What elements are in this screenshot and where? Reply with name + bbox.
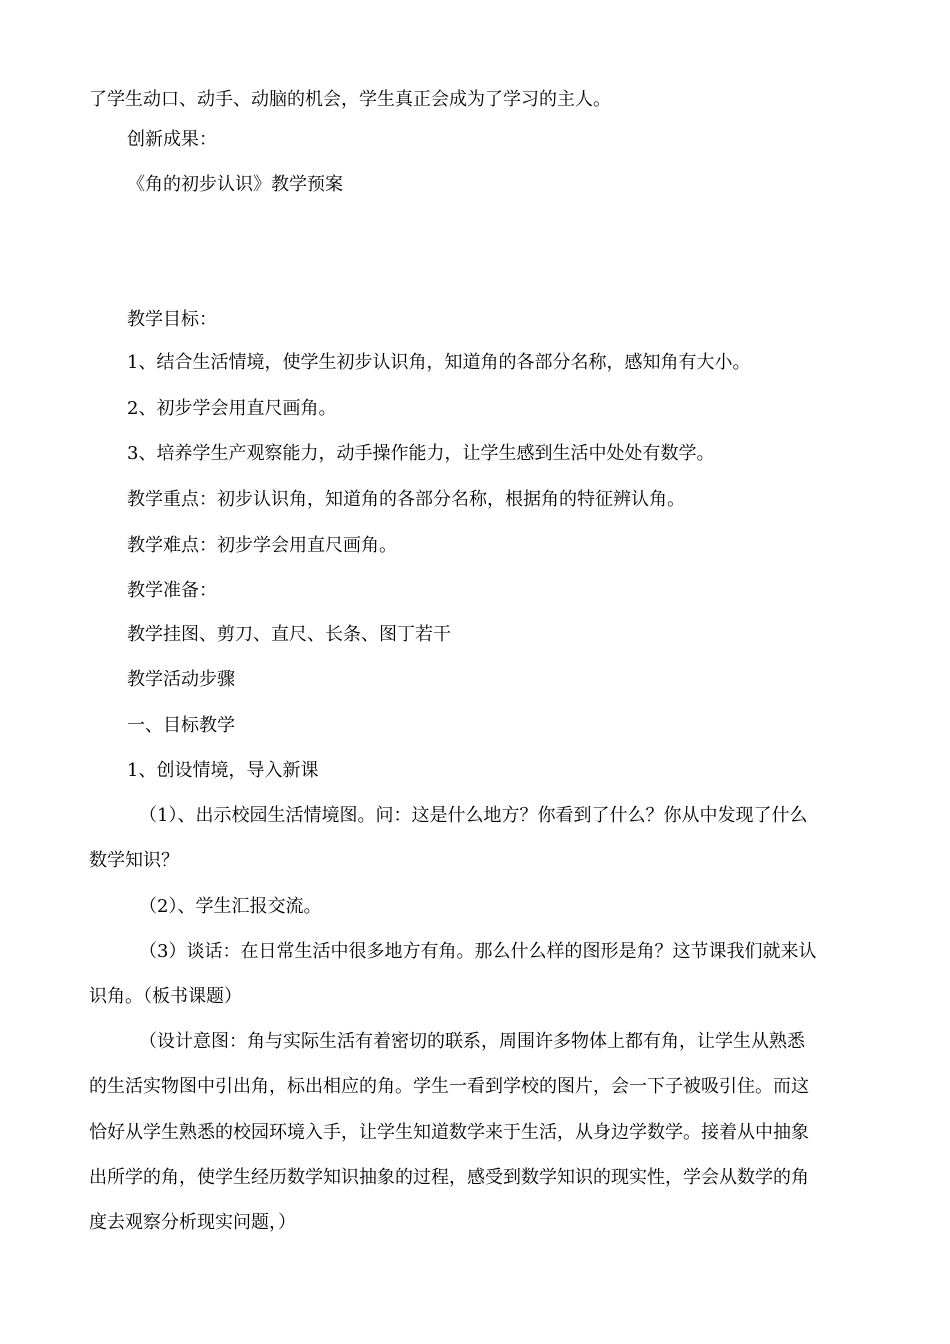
heading-activity-steps: 教学活动步骤	[127, 669, 235, 690]
preparation-list: 教学挂图、剪刀、直尺、长条、图丁若干	[127, 624, 451, 645]
paragraph-line: 恰好从学生熟悉的校园环境入手，让学生知道数学来于生活，从身边学数学。接着从中抽象	[89, 1122, 809, 1143]
paragraph-line: （3）谈话：在日常生活中很多地方有角。那么什么样的图形是角？这节课我们就来认	[139, 941, 817, 962]
key-point: 教学重点：初步认识角，知道角的各部分名称，根据角的特征辨认角。	[127, 489, 685, 510]
objective-item: 3、培养学生产观察能力，动手操作能力，让学生感到生活中处处有数学。	[127, 443, 715, 464]
heading-objectives: 教学目标：	[127, 309, 217, 330]
paragraph-line: 度去观察分析现实问题，）	[89, 1212, 296, 1233]
objective-item: 1、结合生活情境，使学生初步认识角，知道角的各部分名称，感知角有大小。	[127, 352, 751, 373]
paragraph-line: 的生活实物图中引出角，标出相应的角。学生一看到学校的图片，会一下子被吸引住。而这	[89, 1076, 809, 1097]
paragraph-line: 了学生动口、动手、动脑的机会，学生真正会成为了学习的主人。	[89, 89, 611, 110]
paragraph-line: （2）、学生汇报交流。	[139, 896, 322, 917]
paragraph-line: （设计意图：角与实际生活有着密切的联系，周围许多物体上都有角，让学生从熟悉	[139, 1031, 805, 1052]
document-title: 《角的初步认识》教学预案	[127, 174, 343, 195]
paragraph-line: （1）、出示校园生活情境图。问：这是什么地方？你看到了什么？你从中发现了什么	[139, 805, 808, 826]
paragraph-line: 识角。（板书课题）	[89, 986, 242, 1007]
section-heading: 一、目标教学	[127, 715, 235, 736]
paragraph-line: 数学知识？	[89, 850, 179, 871]
difficult-point: 教学难点：初步学会用直尺画角。	[127, 535, 397, 556]
heading-preparation: 教学准备：	[127, 580, 217, 601]
paragraph-line: 出所学的角，使学生经历数学知识抽象的过程，感受到数学知识的现实性，学会从数学的角	[89, 1167, 809, 1188]
subsection-heading: 1、创设情境，导入新课	[127, 760, 319, 781]
objective-item: 2、初步学会用直尺画角。	[127, 398, 337, 419]
section-label-innovation: 创新成果：	[127, 129, 217, 150]
